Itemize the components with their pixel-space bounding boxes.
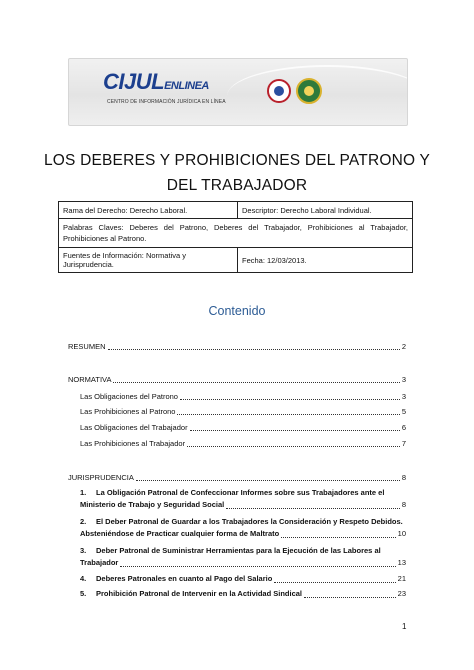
leader-dots — [226, 507, 400, 509]
title-line-2: DEL TRABAJADOR — [166, 177, 308, 194]
contents-heading: Contenido — [208, 304, 266, 318]
toc-page: 21 — [397, 574, 406, 583]
toc-page: 7 — [401, 439, 406, 448]
leader-dots — [108, 348, 400, 350]
toc-page: 5 — [401, 407, 406, 416]
item-number: 2. — [80, 517, 87, 526]
header-banner — [68, 58, 408, 126]
toc-entry-jurisprudencia-item[interactable] — [80, 545, 406, 569]
item-title-line1: La Obligación Patronal de Confeccionar Informes sobre sus Trabajadores ante el — [96, 488, 385, 497]
item-number: 1. — [80, 488, 87, 497]
logo-main-text: CIJUL — [103, 69, 165, 94]
item-title-line1: Prohibición Patronal de Intervenir en la Actividad Sindical — [96, 589, 303, 598]
logo-subtitle: CENTRO DE INFORMACIÓN JURÍDICA EN LÍNEA — [107, 99, 226, 105]
item-number: 4. — [80, 574, 87, 583]
item-number: 3. — [80, 546, 87, 555]
toc-label: Las Obligaciones del Patrono — [80, 392, 178, 401]
info-row — [59, 248, 413, 273]
toc-label: Las Prohibiciones al Patrono — [80, 407, 176, 416]
fecha-cell: Fecha: 12/03/2013. — [238, 248, 413, 273]
leader-dots — [274, 581, 395, 583]
leader-dots — [177, 413, 399, 415]
toc-label: Las Obligaciones del Trabajador — [80, 423, 188, 432]
leader-dots — [190, 429, 400, 431]
logo-suffix-text: ENLINEA — [164, 80, 209, 92]
item-title-line2: Trabajador — [80, 558, 119, 567]
descriptor-cell: Descriptor: Derecho Laboral Individual. — [238, 202, 413, 219]
toc-page: 6 — [401, 423, 406, 432]
item-title-line1: El Deber Patronal de Guardar a los Trabajadores la Consideración y Respeto Debidos. — [96, 517, 403, 526]
toc-entry-jurisprudencia-item[interactable] — [80, 573, 406, 585]
toc-page: 10 — [397, 529, 406, 538]
toc-page: 8 — [401, 500, 406, 509]
item-title-line1: Deber Patronal de Suministrar Herramientas para la Ejecución de las Labores al — [96, 546, 381, 555]
item-title-line2: Ministerio de Trabajo y Seguridad Social — [80, 500, 225, 509]
leader-dots — [281, 536, 395, 538]
item-title-line1: Deberes Patronales en cuanto al Pago del Salario — [96, 574, 273, 583]
page-number: 1 — [402, 622, 407, 631]
toc-label: NORMATIVA — [68, 375, 112, 384]
toc-page: 8 — [401, 473, 406, 482]
toc-label: JURISPRUDENCIA — [68, 473, 134, 482]
leader-dots — [113, 381, 399, 383]
fuentes-cell: Fuentes de Información: Normativa y Jurisprudencia. — [59, 248, 238, 273]
toc-entry-normativa-item[interactable] — [80, 407, 406, 417]
toc-entry-jurisprudencia-item[interactable] — [80, 516, 406, 540]
toc-entry-jurisprudencia-item[interactable] — [80, 588, 406, 600]
leader-dots — [187, 445, 400, 447]
toc-label: RESUMEN — [68, 342, 106, 351]
leader-dots — [180, 398, 400, 400]
leader-dots — [120, 565, 395, 567]
toc-entry-normativa-item[interactable] — [80, 439, 406, 449]
title-line-1: LOS DEBERES Y PROHIBICIONES DEL PATRONO Y — [43, 152, 431, 169]
keywords-cell: Palabras Claves: Deberes del Patrono, Deberes del Trabajador, Prohibiciones al Trabajador, Prohibiciones al Patrono. — [59, 219, 413, 248]
item-title-line2: Absteniéndose de Practicar cualquier forma de Maltrato — [80, 529, 280, 538]
institution-seal-icon — [296, 78, 322, 104]
toc-entry-normativa[interactable] — [68, 375, 406, 385]
item-number: 5. — [80, 589, 87, 598]
document-title — [40, 148, 434, 198]
info-table — [58, 201, 413, 273]
toc-entry-resumen[interactable] — [68, 342, 406, 352]
toc-entry-normativa-item[interactable] — [80, 423, 406, 433]
toc-page: 3 — [401, 392, 406, 401]
toc-page: 3 — [401, 375, 406, 384]
info-row — [59, 219, 413, 248]
leader-dots — [136, 479, 400, 481]
toc-page: 23 — [397, 589, 406, 598]
leader-dots — [304, 596, 396, 598]
info-row — [59, 202, 413, 219]
toc-entry-jurisprudencia[interactable] — [68, 473, 406, 483]
rama-cell: Rama del Derecho: Derecho Laboral. — [59, 202, 238, 219]
toc-label: Las Prohibiciones al Trabajador — [80, 439, 186, 448]
toc-page: 2 — [401, 342, 406, 351]
cijul-logo — [103, 71, 226, 105]
toc-page: 13 — [397, 558, 406, 567]
toc-entry-normativa-item[interactable] — [80, 392, 406, 402]
university-seal-icon — [267, 79, 291, 103]
toc-entry-jurisprudencia-item[interactable] — [80, 487, 406, 511]
